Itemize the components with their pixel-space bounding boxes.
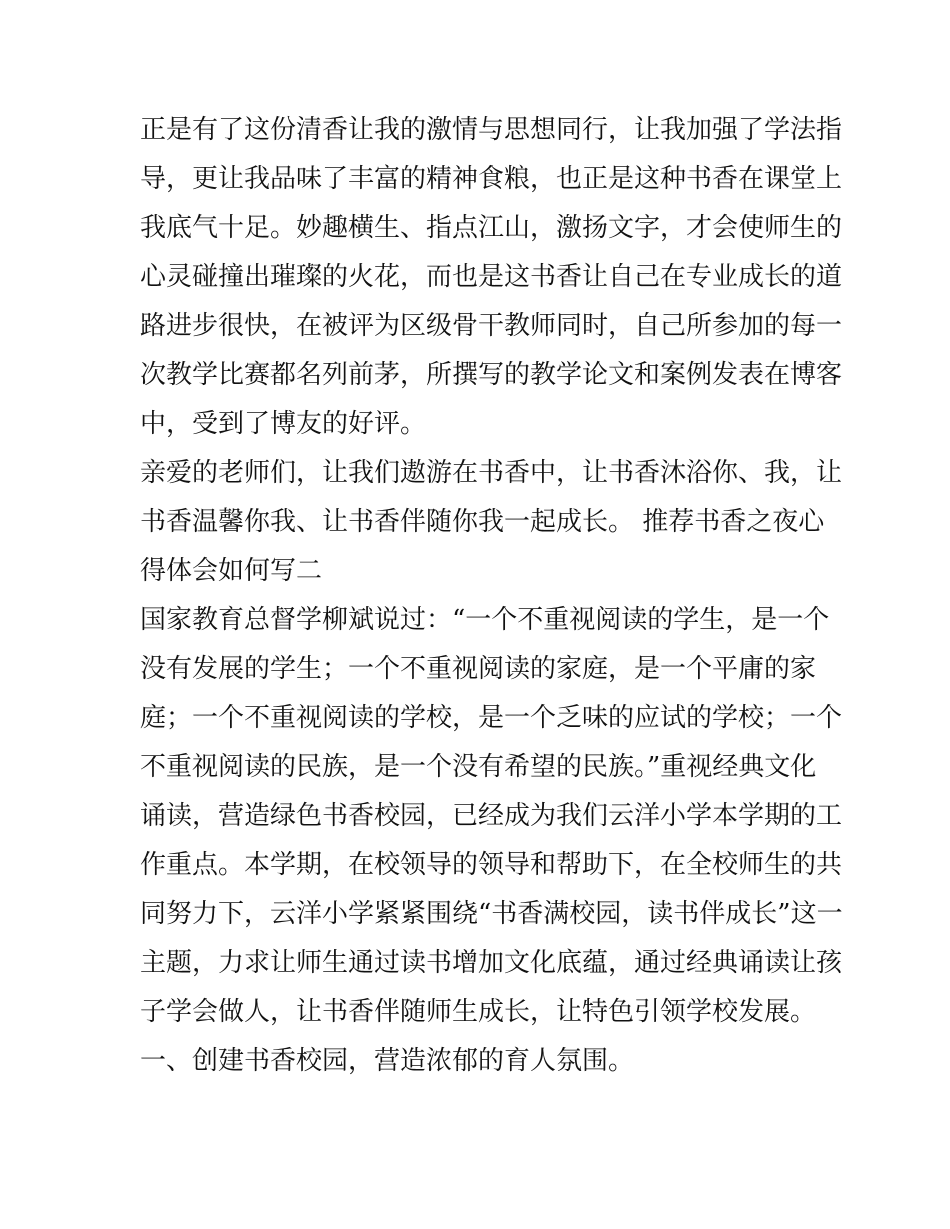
text-line: 作重点。本学期，在校领导的领导和帮助下，在全校师生的共: [140, 850, 843, 880]
text-line: 一、创建书香校园，营造浓郁的育人氛围。: [140, 1046, 635, 1076]
text-line: 庭；一个不重视阅读的学校，是一个乏味的应试的学校；一个: [140, 703, 843, 733]
text-line: 次教学比赛都名列前茅，所撰写的教学论文和案例发表在博客: [140, 360, 843, 390]
text-line: 路进步很快，在被评为区级骨干教师同时，自己所参加的每一: [140, 311, 843, 341]
text-line: 不重视阅读的民族，是一个没有希望的民族。”重视经典文化: [140, 752, 817, 782]
text-line: 我底气十足。妙趣横生、指点江山，激扬文字，才会使师生的: [140, 213, 843, 243]
text-line: 心灵碰撞出璀璨的火花，而也是这书香让自己在专业成长的道: [140, 262, 843, 292]
text-line: 没有发展的学生；一个不重视阅读的家庭，是一个平庸的家: [140, 654, 817, 684]
text-line: 正是有了这份清香让我的激情与思想同行，让我加强了学法指: [140, 115, 843, 145]
body-text: [140, 106, 843, 1086]
text-line: 国家教育总督学柳斌说过：“一个不重视阅读的学生，是一个: [140, 605, 830, 635]
text-line: 同努力下，云洋小学紧紧围绕“书香满校园，读书伴成长”这一: [140, 899, 843, 929]
text-line: 中，受到了博友的好评。: [140, 409, 427, 439]
text-line: 亲爱的老师们，让我们遨游在书香中，让书香沐浴你、我，让: [140, 458, 843, 488]
text-line: 诵读，营造绿色书香校园，已经成为我们云洋小学本学期的工: [140, 801, 843, 831]
text-line: 主题，力求让师生通过读书增加文化底蕴，通过经典诵读让孩: [140, 948, 843, 978]
text-line: 得体会如何写二: [140, 556, 323, 586]
text-line: 导，更让我品味了丰富的精神食粮，也正是这种书香在课堂上: [140, 164, 843, 194]
text-line: 子学会做人，让书香伴随师生成长，让特色引领学校发展。: [140, 997, 817, 1027]
text-line: 书香温馨你我、让书香伴随你我一起成长。 推荐书香之夜心: [140, 507, 825, 537]
